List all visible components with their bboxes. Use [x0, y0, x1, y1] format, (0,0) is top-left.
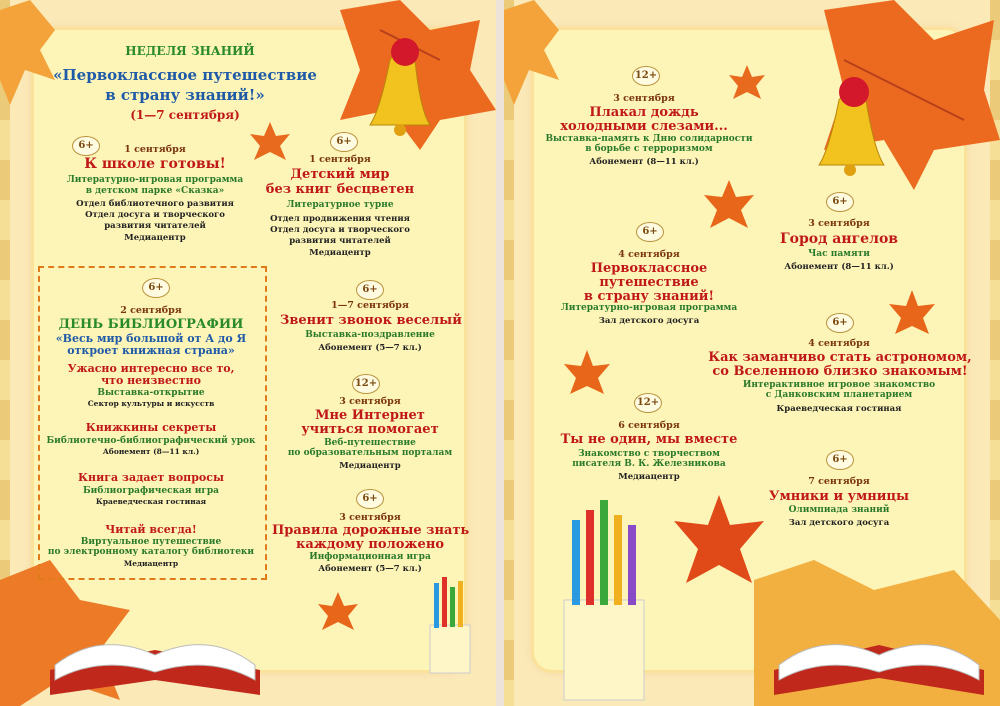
sub-event-title: Книжкины секреты	[85, 421, 217, 434]
event-date: 3 сентября	[339, 512, 401, 523]
event-title: в страну знаний!	[583, 289, 715, 304]
week-label: НЕДЕЛЯ ЗНАНИЙ	[125, 44, 255, 58]
event-title: Ты не один, мы вместе	[560, 432, 738, 447]
event-date: 3 сентября	[808, 218, 870, 229]
page-dates: (1—7 сентября)	[130, 108, 240, 122]
maple-leaf-icon	[564, 350, 610, 396]
event-place: развития читателей	[104, 221, 206, 231]
event-place: развития читателей	[289, 236, 391, 246]
event-date: 1 сентября	[124, 144, 186, 155]
sub-event-place: Сектор культуры и искусств	[87, 399, 215, 408]
event-place: Абонемент (5—7 кл.)	[318, 343, 422, 353]
age-badge: 6+	[636, 222, 664, 242]
event-title: Звенит звонок веселый	[280, 313, 462, 328]
sub-event-title: Ужасно интересно все то,	[67, 362, 235, 375]
sub-event-place: Краеведческая гостиная	[95, 497, 207, 506]
event-title: ДЕНЬ БИБЛИОГРАФИИ	[58, 317, 244, 332]
event-place: Медиацентр	[124, 233, 186, 243]
age-badge: 6+	[356, 489, 384, 509]
age-badge: 6+	[142, 278, 170, 298]
event-place: Абонемент (8—11 кл.)	[589, 157, 699, 167]
event-date: 4 сентября	[808, 338, 870, 349]
event-type: по образовательным порталам	[287, 448, 453, 458]
event-type: Выставка-память к Дню солидарности	[545, 134, 753, 144]
event-type: с Данковским планетарием	[765, 390, 913, 400]
sub-event-place: Медиацентр	[123, 559, 179, 568]
event-title: «Весь мир большой от А до Я	[55, 332, 247, 345]
event-place: Медиацентр	[309, 248, 371, 258]
event-type: Выставка-поздравление	[305, 330, 435, 340]
event-place: Медиацентр	[339, 461, 401, 471]
event-title: Плакал дождь	[589, 105, 699, 120]
page-gutter	[496, 0, 504, 706]
bell-icon	[804, 70, 914, 180]
pencil-cup-icon	[524, 500, 674, 706]
event-type: Литературное турне	[286, 200, 394, 210]
event-title: Правила дорожные знать	[272, 523, 470, 538]
sub-event-type: по электронному каталогу библиотеки	[47, 547, 255, 557]
open-book-icon	[40, 610, 270, 700]
event-date: 6 сентября	[618, 420, 680, 431]
maple-leaf-icon	[318, 592, 358, 632]
event-place: Медиацентр	[618, 472, 680, 482]
maple-leaf-icon	[674, 495, 764, 585]
event-place: Зал детского досуга	[598, 316, 700, 326]
pencil-cup-icon	[420, 575, 480, 675]
event-title: Мне Интернет	[315, 408, 425, 423]
event-title: со Вселенною близко знакомым!	[712, 364, 968, 379]
age-badge: 6+	[826, 313, 854, 333]
event-date: 1—7 сентября	[331, 300, 409, 311]
event-title: Первоклассное	[590, 261, 708, 276]
event-title: каждому положено	[295, 537, 445, 552]
sub-event-type: Виртуальное путешествие	[80, 537, 222, 547]
event-title: учиться помогает	[301, 422, 439, 437]
sub-event-title: Читай всегда!	[105, 523, 197, 536]
page-title-2: в страну знаний!»	[105, 86, 265, 104]
event-place: Абонемент (8—11 кл.)	[784, 262, 894, 272]
event-type: Информационная игра	[309, 552, 431, 562]
event-place: Отдел библиотечного развития	[76, 199, 234, 209]
event-type: Литературно-игровая программа	[560, 303, 738, 313]
age-badge: 12+	[632, 66, 660, 86]
event-place: Отдел досуга и творческого	[85, 210, 225, 220]
event-title: без книг бесцветен	[265, 182, 415, 197]
event-title: К школе готовы!	[84, 156, 226, 172]
event-date: 4 сентября	[618, 249, 680, 260]
event-date: 1 сентября	[309, 154, 371, 165]
event-title: Как заманчиво стать астрономом,	[708, 350, 972, 365]
event-date: 2 сентября	[120, 305, 182, 316]
maple-leaf-icon	[889, 290, 935, 336]
event-date: 7 сентября	[808, 476, 870, 487]
sub-event-type: Выставка-открытие	[97, 388, 205, 398]
event-date: 3 сентября	[339, 396, 401, 407]
bell-icon	[360, 30, 460, 140]
event-type: Олимпиада знаний	[788, 505, 890, 515]
open-book-icon	[754, 560, 1000, 706]
sub-event-type: Библиотечно-библиографический урок	[46, 436, 256, 446]
event-place: Отдел продвижения чтения	[270, 214, 410, 224]
age-badge: 6+	[826, 450, 854, 470]
event-place: Зал детского досуга	[788, 518, 890, 528]
event-title: Город ангелов	[779, 231, 899, 247]
sub-event-title: Книга задает вопросы	[78, 471, 224, 484]
event-type: Час памяти	[808, 249, 870, 259]
age-badge: 6+	[72, 136, 100, 156]
event-type: Веб-путешествие	[324, 438, 416, 448]
sub-event-title: что неизвестно	[101, 374, 201, 387]
event-type: в борьбе с терроризмом	[585, 144, 713, 154]
event-type: Интерактивное игровое знакомство	[742, 380, 936, 390]
age-badge: 6+	[330, 132, 358, 152]
age-badge: 6+	[826, 192, 854, 212]
event-title: путешествие	[599, 275, 699, 290]
event-place: Краеведческая гостиная	[776, 404, 902, 414]
event-title: Умники и умницы	[768, 489, 910, 504]
sub-event-place: Абонемент (8—11 кл.)	[102, 447, 200, 456]
event-title: Детский мир	[290, 167, 390, 182]
page-title: «Первоклассное путешествие	[53, 66, 317, 84]
event-place: Отдел досуга и творческого	[270, 225, 410, 235]
maple-leaf-icon	[704, 180, 754, 230]
age-badge: 12+	[352, 374, 380, 394]
event-type: Литературно-игровая программа	[66, 175, 244, 185]
age-badge: 6+	[356, 280, 384, 300]
left-page	[0, 0, 496, 706]
age-badge: 12+	[634, 393, 662, 413]
sub-event-type: Библиографическая игра	[82, 486, 220, 496]
event-date: 3 сентября	[613, 93, 675, 104]
right-page	[504, 0, 1000, 706]
event-title: холодными слезами...	[560, 119, 728, 134]
event-place: Абонемент (5—7 кл.)	[318, 564, 422, 574]
event-type: писателя В. К. Железникова	[572, 459, 726, 469]
event-type: в детском парке «Сказка»	[85, 186, 225, 196]
event-type: Знакомство с творчеством	[578, 449, 720, 459]
event-title: откроет книжная страна»	[67, 344, 235, 357]
